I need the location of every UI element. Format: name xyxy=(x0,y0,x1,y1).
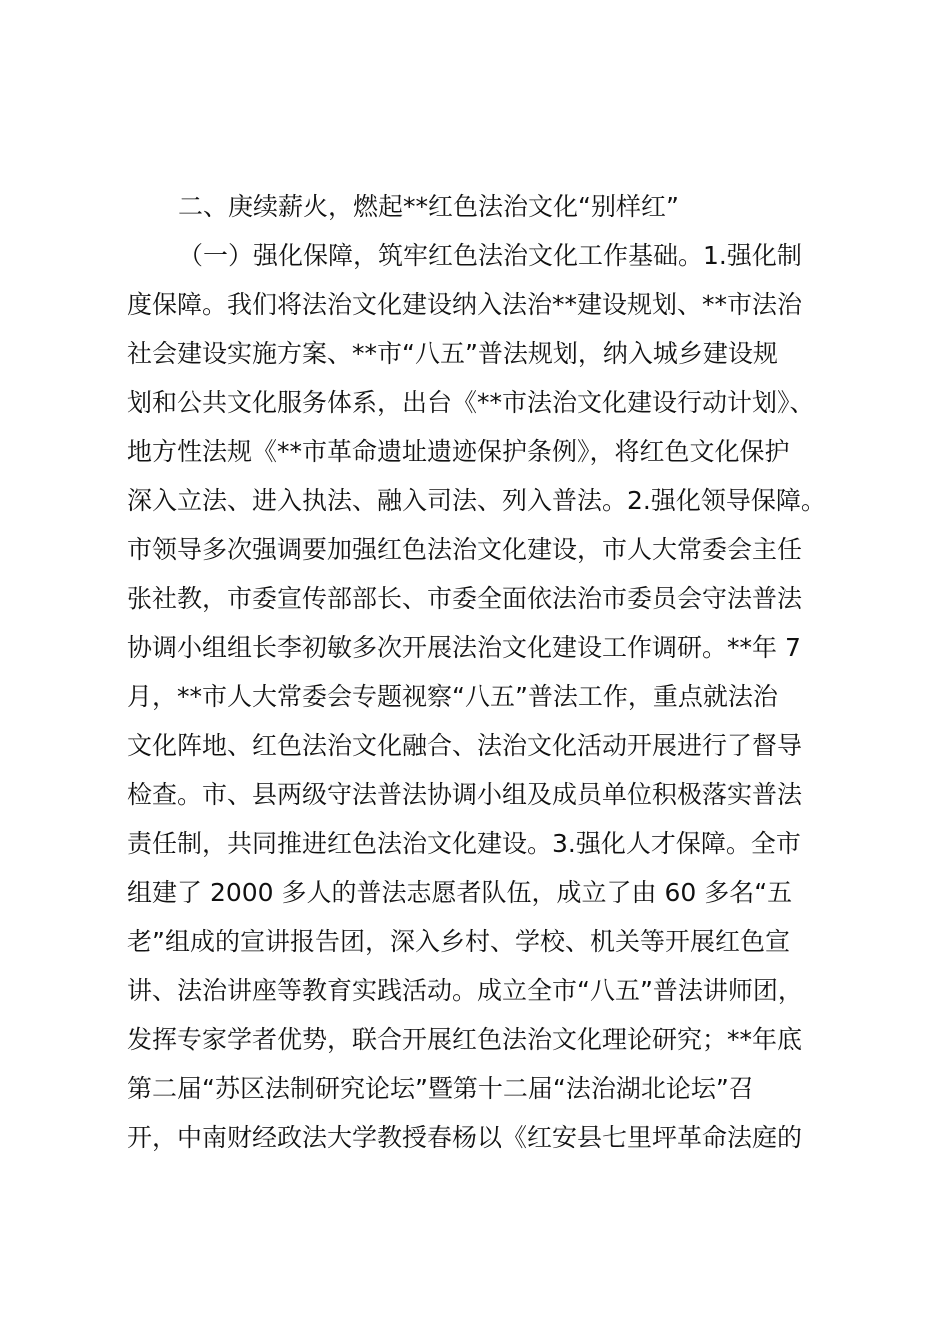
text-line: 协调小组组长李初敏多次开展法治文化建设工作调研。**年 7 xyxy=(127,633,801,662)
text-line: 发挥专家学者优势，联合开展红色法治文化理论研究；**年底 xyxy=(127,1025,803,1054)
text-line: 老”组成的宣讲报告团，深入乡村、学校、机关等开展红色宣 xyxy=(127,927,790,956)
text-line: （一）强化保障，筑牢红色法治文化工作基础。1.强化制 xyxy=(178,241,802,270)
text-line: 张社教，市委宣传部部长、市委全面依法治市委员会守法普法 xyxy=(127,584,803,613)
text-line: 月，**市人大常委会专题视察“八五”普法工作，重点就法治 xyxy=(127,682,778,711)
section-heading: 二、庚续薪火，燃起**红色法治文化“别样红” xyxy=(178,192,679,221)
text-line: 第二届“苏区法制研究论坛”暨第十二届“法治湖北论坛”召 xyxy=(127,1074,754,1103)
text-line: 度保障。我们将法治文化建设纳入法治**建设规划、**市法治 xyxy=(127,290,803,319)
text-line: 责任制，共同推进红色法治文化建设。3.强化人才保障。全市 xyxy=(127,829,801,858)
text-line: 市领导多次强调要加强红色法治文化建设，市人大常委会主任 xyxy=(127,535,803,564)
text-line: 检查。市、县两级守法普法协调小组及成员单位积极落实普法 xyxy=(127,780,803,809)
text-line: 组建了 2000 多人的普法志愿者队伍，成立了由 60 多名“五 xyxy=(127,878,793,907)
body-paragraph xyxy=(127,231,847,1162)
text-line: 深入立法、进入执法、融入司法、列入普法。2.强化领导保障。 xyxy=(127,486,826,515)
text-line: 文化阵地、红色法治文化融合、法治文化活动开展进行了督导 xyxy=(127,731,803,760)
text-line: 地方性法规《**市革命遗址遗迹保护条例》，将红色文化保护 xyxy=(127,437,790,466)
text-line: 社会建设实施方案、**市“八五”普法规划，纳入城乡建设规 xyxy=(127,339,778,368)
text-line: 开，中南财经政法大学教授春杨以《红安县七里坪革命法庭的 xyxy=(127,1123,803,1152)
text-line: 讲、法治讲座等教育实践活动。成立全市“八五”普法讲师团， xyxy=(127,976,803,1005)
text-line: 划和公共文化服务体系，出台《**市法治文化建设行动计划》、 xyxy=(127,388,815,417)
